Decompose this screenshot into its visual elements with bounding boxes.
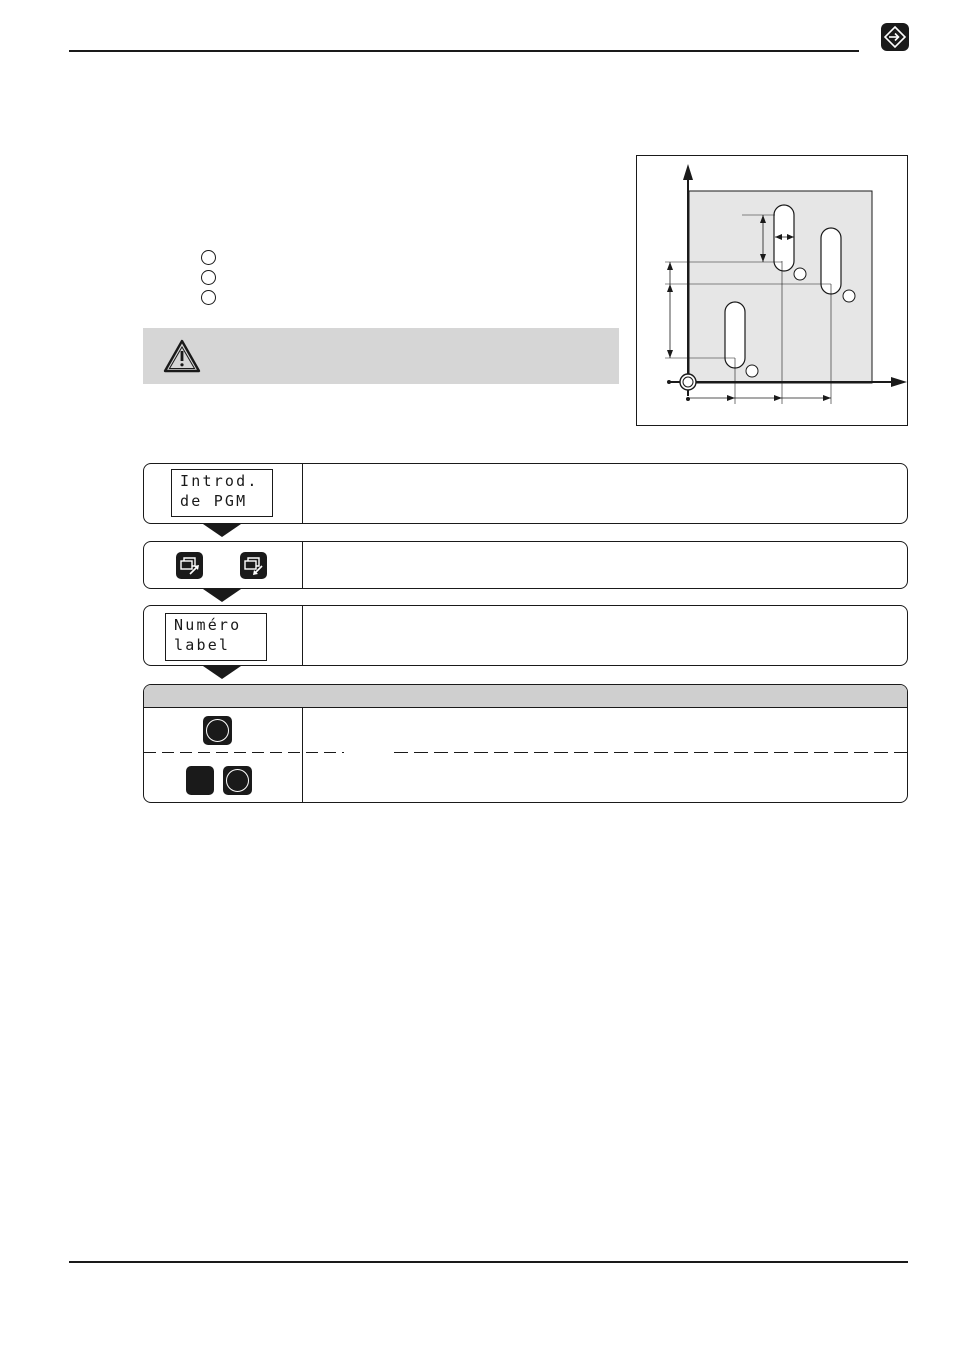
page-down-key[interactable]: [240, 552, 267, 579]
datum-symbol: [680, 374, 696, 390]
display-line-2: label: [174, 636, 231, 654]
warning-triangle-icon: [163, 339, 201, 373]
step-2-box: [143, 541, 908, 589]
display-numero-label: [165, 613, 267, 661]
step-1-box: [143, 463, 908, 524]
list-marker-2: [201, 270, 216, 285]
header-rule: [69, 50, 859, 52]
slot-drawing-figure: [636, 155, 908, 426]
round-key-2[interactable]: [223, 766, 252, 795]
flow-arrow-2: [203, 589, 241, 602]
footer-rule: [69, 1261, 908, 1263]
flow-arrow-1: [203, 524, 241, 537]
page-up-icon: [176, 552, 203, 579]
display-introd-pgm: [171, 469, 273, 517]
display-line-1: Introd.: [180, 472, 259, 490]
step-3-box: [143, 605, 908, 666]
row-separator: [144, 751, 908, 754]
options-table-header: [144, 685, 907, 708]
display-line-1: Numéro: [174, 616, 242, 634]
display-line-2: de PGM: [180, 492, 248, 510]
round-key[interactable]: [203, 716, 232, 745]
list-marker-3: [201, 290, 216, 305]
page-up-key[interactable]: [176, 552, 203, 579]
program-entry-icon[interactable]: [881, 23, 909, 51]
flow-arrow-3: [203, 666, 241, 679]
page-down-icon: [240, 552, 267, 579]
square-key[interactable]: [186, 766, 214, 795]
options-table: [143, 684, 908, 803]
list-marker-1: [201, 250, 216, 265]
warning-band: [143, 328, 619, 384]
